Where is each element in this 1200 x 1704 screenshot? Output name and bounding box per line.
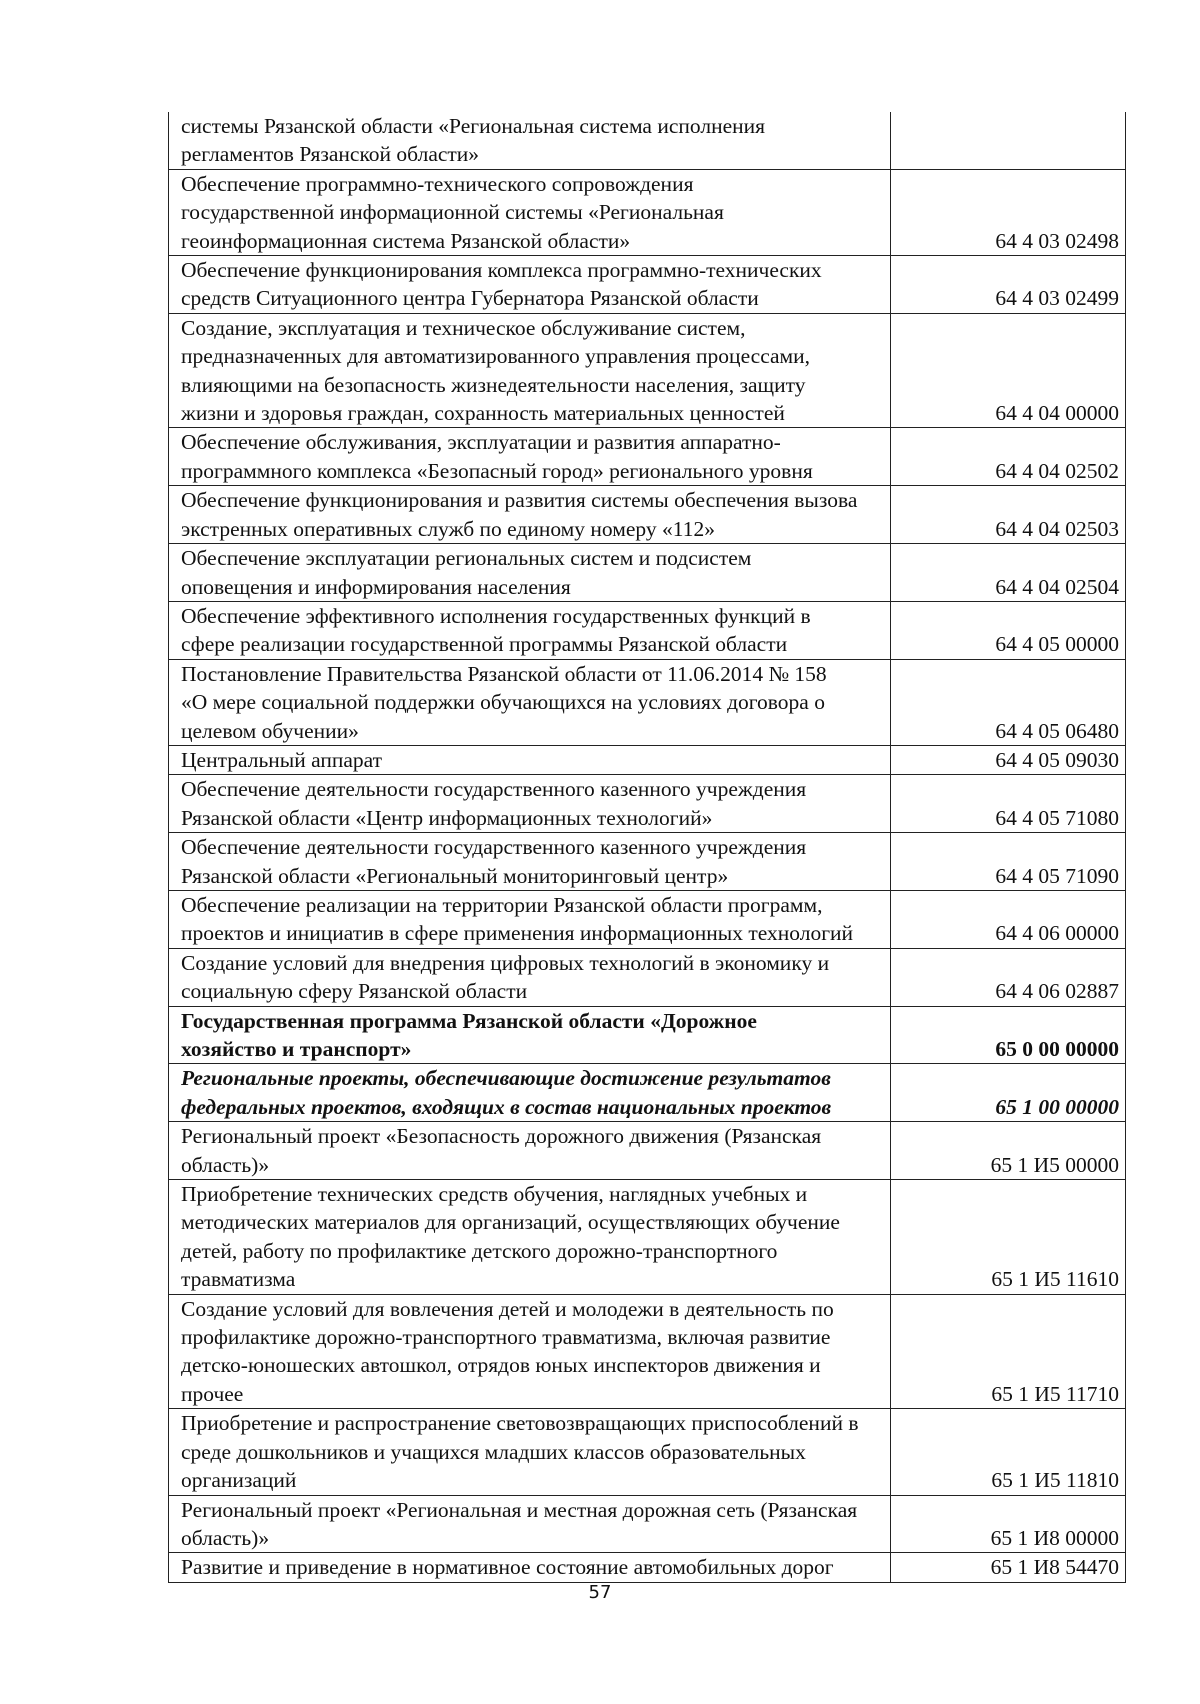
table-row: [169, 948, 1126, 1006]
table-row: [169, 428, 1126, 486]
table-row-regional-projects: [169, 1064, 1126, 1122]
table-row: [169, 659, 1126, 745]
table-row: [169, 1409, 1126, 1495]
row-name: Обеспечение обслуживания, эксплуатации и развития аппаратно- программного комплекса «Безопасный город» регионального уровня: [169, 428, 891, 486]
table-row: [169, 486, 1126, 544]
row-code: 64 4 04 02503: [891, 486, 1126, 544]
row-name: Приобретение технических средств обучения, наглядных учебных и методических материалов для организаций, осуществляющих обучение детей, работу по профилактике детского дорожно-транспортного травматизма: [169, 1180, 891, 1295]
table-row: [169, 1495, 1126, 1553]
row-code: 64 4 06 02887: [891, 948, 1126, 1006]
page-number: 57: [588, 1582, 612, 1603]
row-name: Создание, эксплуатация и техническое обслуживание систем, предназначенных для автоматизированного управления процессами, влияющими на безопасность жизнедеятельности населения, защиту жизни и здоровья граждан, сохранность материальных ценностей: [169, 313, 891, 428]
row-name: Региональные проекты, обеспечивающие достижение результатов федеральных проектов, входящих в состав национальных проектов: [169, 1064, 891, 1122]
row-code: 65 1 И5 11710: [891, 1294, 1126, 1409]
row-code: 65 1 И8 00000: [891, 1495, 1126, 1553]
classification-table: [168, 112, 1126, 1583]
row-code: 64 4 03 02499: [891, 256, 1126, 314]
table-row: [169, 169, 1126, 255]
row-code: 65 1 И5 00000: [891, 1122, 1126, 1180]
row-name: Обеспечение функционирования и развития системы обеспечения вызова экстренных оперативных служб по единому номеру «112»: [169, 486, 891, 544]
row-code: 65 0 00 00000: [891, 1006, 1126, 1064]
row-code: 64 4 03 02498: [891, 169, 1126, 255]
table-row: [169, 256, 1126, 314]
row-name: Региональный проект «Региональная и местная дорожная сеть (Рязанская область)»: [169, 1495, 891, 1553]
row-name: Обеспечение эксплуатации региональных систем и подсистем оповещения и информирования населения: [169, 544, 891, 602]
table-row: [169, 745, 1126, 774]
row-name: Приобретение и распространение световозвращающих приспособлений в среде дошкольников и учащихся младших классов образовательных организаций: [169, 1409, 891, 1495]
row-name: Обеспечение программно-технического сопровождения государственной информационной системы «Региональная геоинформационная система Рязанской области»: [169, 169, 891, 255]
table-row: [169, 833, 1126, 891]
row-name: Создание условий для внедрения цифровых технологий в экономику и социальную сферу Рязанской области: [169, 948, 891, 1006]
table-row: [169, 1122, 1126, 1180]
row-code: 64 4 04 02502: [891, 428, 1126, 486]
row-code: 64 4 05 06480: [891, 659, 1126, 745]
row-name: Обеспечение деятельности государственного казенного учреждения Рязанской области «Региональный мониторинговый центр»: [169, 833, 891, 891]
table-row: [169, 601, 1126, 659]
row-code: [891, 112, 1126, 169]
row-name: Постановление Правительства Рязанской области от 11.06.2014 № 158 «О мере социальной поддержки обучающихся на условиях договора о целевом обучении»: [169, 659, 891, 745]
row-code: 64 4 05 71090: [891, 833, 1126, 891]
row-name: Обеспечение реализации на территории Рязанской области программ, проектов и инициатив в сфере применения информационных технологий: [169, 890, 891, 948]
row-code: 64 4 05 09030: [891, 745, 1126, 774]
table-row: [169, 1553, 1126, 1582]
row-name: системы Рязанской области «Региональная система исполнения регламентов Рязанской области»: [169, 112, 891, 169]
table-row: [169, 112, 1126, 169]
row-code: 64 4 04 00000: [891, 313, 1126, 428]
row-name: Государственная программа Рязанской области «Дорожное хозяйство и транспорт»: [169, 1006, 891, 1064]
table-row: [169, 1294, 1126, 1409]
row-code: 65 1 И5 11610: [891, 1180, 1126, 1295]
row-code: 64 4 05 71080: [891, 775, 1126, 833]
row-code: 65 1 И8 54470: [891, 1553, 1126, 1582]
row-name: Обеспечение деятельности государственного казенного учреждения Рязанской области «Центр информационных технологий»: [169, 775, 891, 833]
table-row: [169, 544, 1126, 602]
row-code: 65 1 И5 11810: [891, 1409, 1126, 1495]
table-row: [169, 313, 1126, 428]
row-code: 65 1 00 00000: [891, 1064, 1126, 1122]
row-name: Центральный аппарат: [169, 745, 891, 774]
row-name: Создание условий для вовлечения детей и молодежи в деятельность по профилактике дорожно-транспортного травматизма, включая развитие детско-юношеских автошкол, отрядов юных инспекторов движения и прочее: [169, 1294, 891, 1409]
row-name: Обеспечение эффективного исполнения государственных функций в сфере реализации государственной программы Рязанской области: [169, 601, 891, 659]
table-row: [169, 1180, 1126, 1295]
row-code: 64 4 06 00000: [891, 890, 1126, 948]
row-name: Обеспечение функционирования комплекса программно-технических средств Ситуационного центра Губернатора Рязанской области: [169, 256, 891, 314]
table-row: [169, 890, 1126, 948]
row-name: Развитие и приведение в нормативное состояние автомобильных дорог: [169, 1553, 891, 1582]
row-code: 64 4 05 00000: [891, 601, 1126, 659]
table-row: [169, 775, 1126, 833]
row-code: 64 4 04 02504: [891, 544, 1126, 602]
table-row-program: [169, 1006, 1126, 1064]
row-name: Региональный проект «Безопасность дорожного движения (Рязанская область)»: [169, 1122, 891, 1180]
